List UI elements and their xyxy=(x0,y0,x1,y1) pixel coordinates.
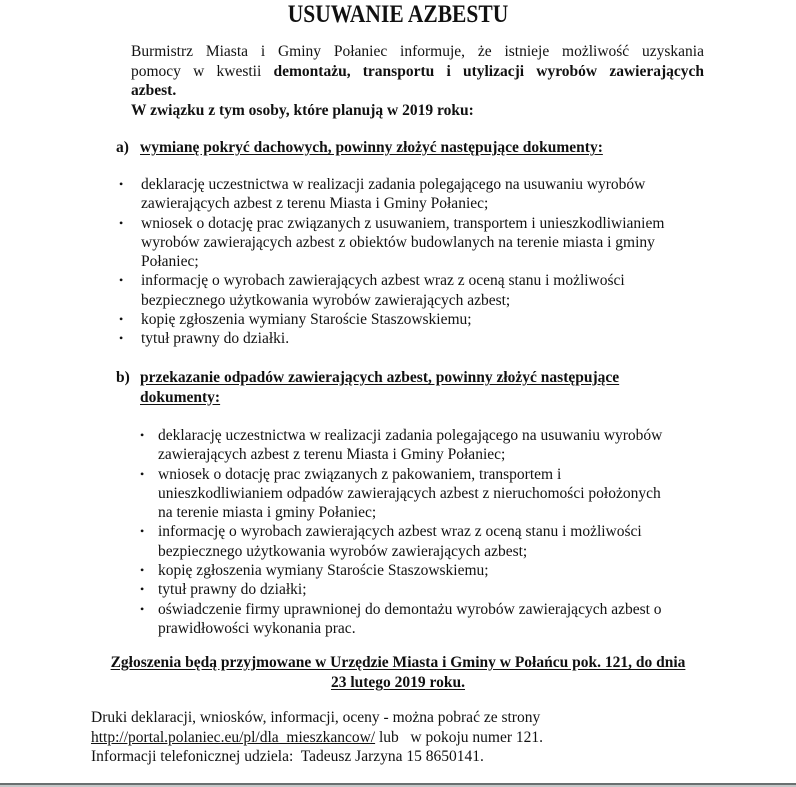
intro-line-2 xyxy=(131,62,704,82)
section-b-label: b) xyxy=(116,369,130,386)
intro-paragraph xyxy=(131,42,704,121)
deadline-text-1: Zgłoszenia będą przyjmowane w Urzędzie Miasta i Gminy w Połańcu pok. 121, do dnia xyxy=(110,654,686,671)
bullet-icon: • xyxy=(140,563,145,578)
list-item-line: unieszkodliwianiem odpadów zawierających azbest z nieruchomości położonych xyxy=(158,484,661,502)
list-item-line: wniosek o dotację prac związanych z usuwaniem, transportem i unieszkodliwianiem xyxy=(141,214,665,232)
contact-line-2 xyxy=(91,728,543,748)
intro-line-2-bold: demontażu, transportu i utylizacji wyrobów zawierających xyxy=(273,62,704,80)
contact-paragraph xyxy=(91,708,543,767)
bullet-icon: • xyxy=(140,428,145,442)
list-item-line: oświadczenie firmy uprawnionej do demontażu wyrobów zawierających azbest o xyxy=(158,600,662,618)
list-item xyxy=(140,522,662,561)
list-item-line: deklarację uczestnictwa w realizacji zadania polegającego na usuwaniu wyrobów xyxy=(158,427,663,444)
intro-line-4 xyxy=(131,101,704,121)
list-item-line: tytuł prawny do działki. xyxy=(141,330,290,348)
intro-line-1: Burmistrz Miasta i Gminy Połaniec informuje, że istnieje możliwość uzyskania xyxy=(131,43,704,60)
bullet-icon: • xyxy=(140,524,145,539)
list-item xyxy=(140,465,662,523)
list-item-line: informację o wyrobach zawierających azbest wraz z oceną stanu i możliwości xyxy=(158,523,642,541)
portal-link[interactable]: http://portal.polaniec.eu/pl/dla_mieszkancow/ xyxy=(91,728,376,746)
bullet-icon: • xyxy=(140,466,145,481)
intro-line-3-bold: azbest. xyxy=(131,82,177,100)
list-item-line: kopię zgłoszenia wymiany Staroście Staszowskiemu; xyxy=(158,562,489,580)
deadline-text-2: 23 lutego 2019 roku. xyxy=(330,674,466,691)
list-item-line: informację o wyrobach zawierających azbest wraz z oceną stanu i możliwości xyxy=(141,272,625,290)
list-item xyxy=(119,271,664,310)
contact-line-1: Druki deklaracji, wniosków, informacji, oceny - można pobrać ze strony xyxy=(91,709,541,726)
bullet-icon: • xyxy=(119,215,124,230)
list-item-line: kopię zgłoszenia wymiany Staroście Staszowskiemu; xyxy=(141,311,472,329)
list-item xyxy=(140,580,662,599)
bullet-icon: • xyxy=(140,582,145,597)
list-item-line: prawidłowości wykonania prac. xyxy=(158,619,356,637)
intro-line-2-plain: pomocy w kwestii xyxy=(131,62,274,80)
section-b-list xyxy=(140,426,663,638)
intro-line-4-bold: W związku z tym osoby, które planują w 2019 roku: xyxy=(131,102,474,120)
bullet-icon: • xyxy=(119,177,124,191)
section-b-heading-line-1: przekazanie odpadów zawierających azbest, powinny złożyć następujące xyxy=(140,369,620,386)
section-a-heading-text: wymianę pokryć dachowych, powinny złożyć następujące dokumenty: xyxy=(140,139,603,156)
bullet-icon: • xyxy=(140,601,145,616)
deadline-line-1 xyxy=(0,653,796,673)
list-item xyxy=(140,426,663,465)
list-item-line: wniosek o dotację prac związanych z pakowaniem, transportem i xyxy=(158,465,562,483)
list-item-line: Połaniec; xyxy=(141,253,199,271)
deadline-line-2 xyxy=(0,673,796,693)
section-b-heading-line-2: dokumenty: xyxy=(140,388,221,406)
list-item-line: wyrobów zawierających azbest z obiektów budowlanych na terenie miasta i gminy xyxy=(141,233,655,251)
list-item-line: zawierających azbest z terenu Miasta i Gminy Połaniec; xyxy=(141,195,489,213)
list-item xyxy=(119,175,664,214)
list-item-line: bezpiecznego użytkowania wyrobów zawierających azbest; xyxy=(158,542,528,560)
bullet-icon: • xyxy=(119,331,124,346)
list-item-line: deklarację uczestnictwa w realizacji zadania polegającego na usuwaniu wyrobów xyxy=(141,176,646,193)
list-item xyxy=(140,600,662,639)
bullet-icon: • xyxy=(119,273,124,288)
intro-line-3 xyxy=(131,81,704,101)
page-title: USUWANIE AZBESTU xyxy=(287,1,509,28)
list-item-line: bezpiecznego użytkowania wyrobów zawierających azbest; xyxy=(141,291,511,309)
list-item xyxy=(119,214,665,272)
section-a-heading xyxy=(116,138,676,158)
list-item-line: zawierających azbest z terenu Miasta i Gminy Połaniec; xyxy=(158,446,506,464)
section-a-label: a) xyxy=(116,139,129,156)
section-b-heading xyxy=(116,368,676,408)
list-item-line: na terenie miasta i gminy Połaniec; xyxy=(158,504,377,522)
list-item xyxy=(119,329,664,348)
list-item-line: tytuł prawny do działki; xyxy=(158,581,307,599)
section-a-list xyxy=(119,175,665,349)
list-item xyxy=(140,561,662,580)
bullet-icon: • xyxy=(119,312,124,327)
contact-line-2-rest: lub w pokoju numer 121. xyxy=(375,728,543,746)
contact-line-3: Informacji telefonicznej udziela: Tadeusz Jarzyna 15 8650141. xyxy=(91,748,484,765)
list-item xyxy=(119,310,664,329)
